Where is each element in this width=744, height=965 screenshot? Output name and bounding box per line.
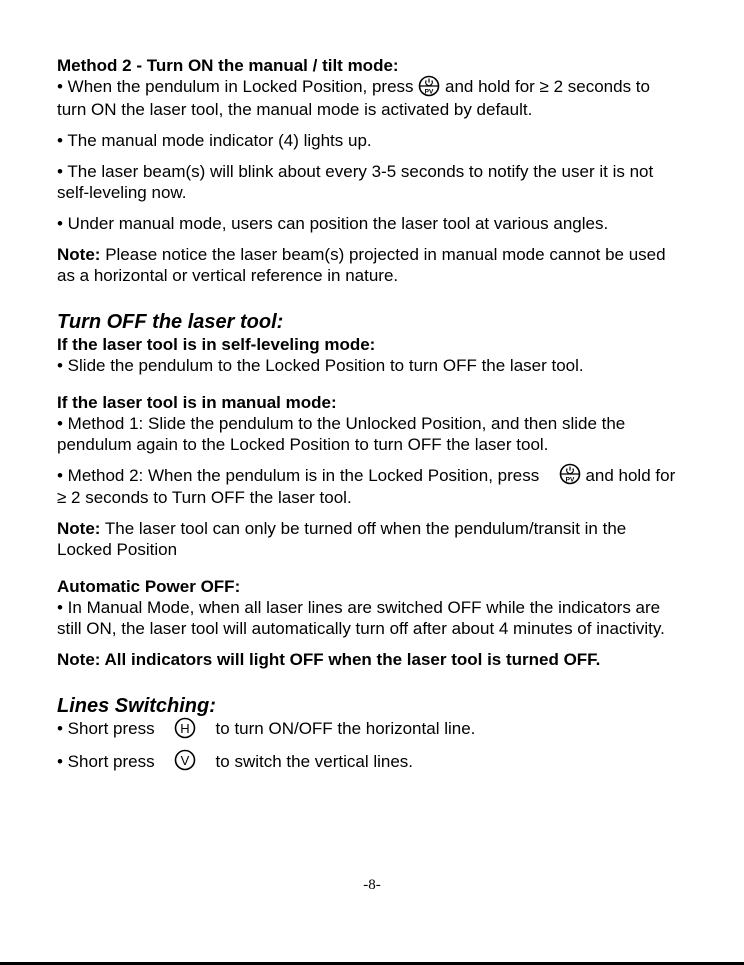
method2-bullet-1 <box>57 76 677 120</box>
method2-bullet-4: • Under manual mode, users can position the laser tool at various angles. <box>57 213 609 233</box>
method2-note-label: Note: <box>57 244 101 264</box>
v-button-letter: V <box>180 753 190 769</box>
autopower-heading: Automatic Power OFF: <box>57 577 241 597</box>
page-number: -8- <box>363 877 381 893</box>
method2-note <box>57 244 677 286</box>
method2-bullet-2: • The manual mode indicator (4) lights up. <box>57 130 372 150</box>
lines-bullet-1-post: to turn ON/OFF the horizontal line. <box>215 719 476 739</box>
method2-heading: Method 2 - Turn ON the manual / tilt mode: <box>57 56 399 75</box>
turnoff-note <box>57 518 677 560</box>
lines-bullet-1 <box>57 718 677 741</box>
svg-text:PV: PV <box>565 476 575 484</box>
power-pendulum-icon <box>559 463 581 485</box>
turnoff-manual-bullet-2 <box>57 465 677 509</box>
power-pendulum-icon <box>418 75 440 97</box>
manual-page <box>57 55 677 773</box>
method2-bullet-3: • The laser beam(s) will blink about every 3-5 seconds to notify the user it is not self-leveling now. <box>57 161 654 202</box>
turnoff-note-text: The laser tool can only be turned off when the pendulum/transit in the Locked Position <box>57 519 627 560</box>
lines-bullet-1-pre: • Short press <box>57 719 155 739</box>
lines-heading: Lines Switching: <box>57 695 216 718</box>
lines-bullet-2 <box>57 751 677 774</box>
turnoff-manual-bullet-2-pre: • Method 2: When the pendulum is in the Locked Position, press <box>57 465 540 485</box>
lines-bullet-2-post: to switch the vertical lines. <box>215 751 414 771</box>
h-button-icon <box>174 717 196 739</box>
autopower-bullet-1: • In Manual Mode, when all laser lines are switched OFF while the indicators are still ON, the laser tool will automatically turn off after about 4 minutes of inactivity. <box>57 598 665 639</box>
turnoff-heading: Turn OFF the laser tool: <box>57 310 284 333</box>
turnoff-self-bullet-1: • Slide the pendulum to the Locked Position to turn OFF the laser tool. <box>57 355 584 375</box>
method2-bullet-1-post: and hold for ≥ 2 seconds to turn ON the laser tool, the manual mode is activated by default. <box>57 77 650 119</box>
turnoff-manual-bullet-1: • Method 1: Slide the pendulum to the Unlocked Position, and then slide the pendulum again to the Locked Position to turn OFF the laser tool. <box>57 413 626 454</box>
v-button-icon <box>174 749 196 771</box>
turnoff-note-label: Note: <box>57 519 101 539</box>
h-button-letter: H <box>180 720 190 736</box>
svg-text:PV: PV <box>424 87 434 95</box>
turnoff-manual-bullet-2-post: and hold for ≥ 2 seconds to Turn OFF the laser tool. <box>57 465 676 508</box>
turnoff-self-heading: If the laser tool is in self-leveling mode: <box>57 334 376 354</box>
autopower-note: Note: All indicators will light OFF when the laser tool is turned OFF. <box>57 650 601 670</box>
method2-bullet-1-pre: • When the pendulum in Locked Position, press <box>57 77 414 96</box>
turnoff-manual-heading: If the laser tool is in manual mode: <box>57 392 337 412</box>
lines-bullet-2-pre: • Short press <box>57 751 155 771</box>
method2-note-text: Please notice the laser beam(s) projected in manual mode cannot be used as a horizontal or vertical reference in nature. <box>57 244 666 285</box>
